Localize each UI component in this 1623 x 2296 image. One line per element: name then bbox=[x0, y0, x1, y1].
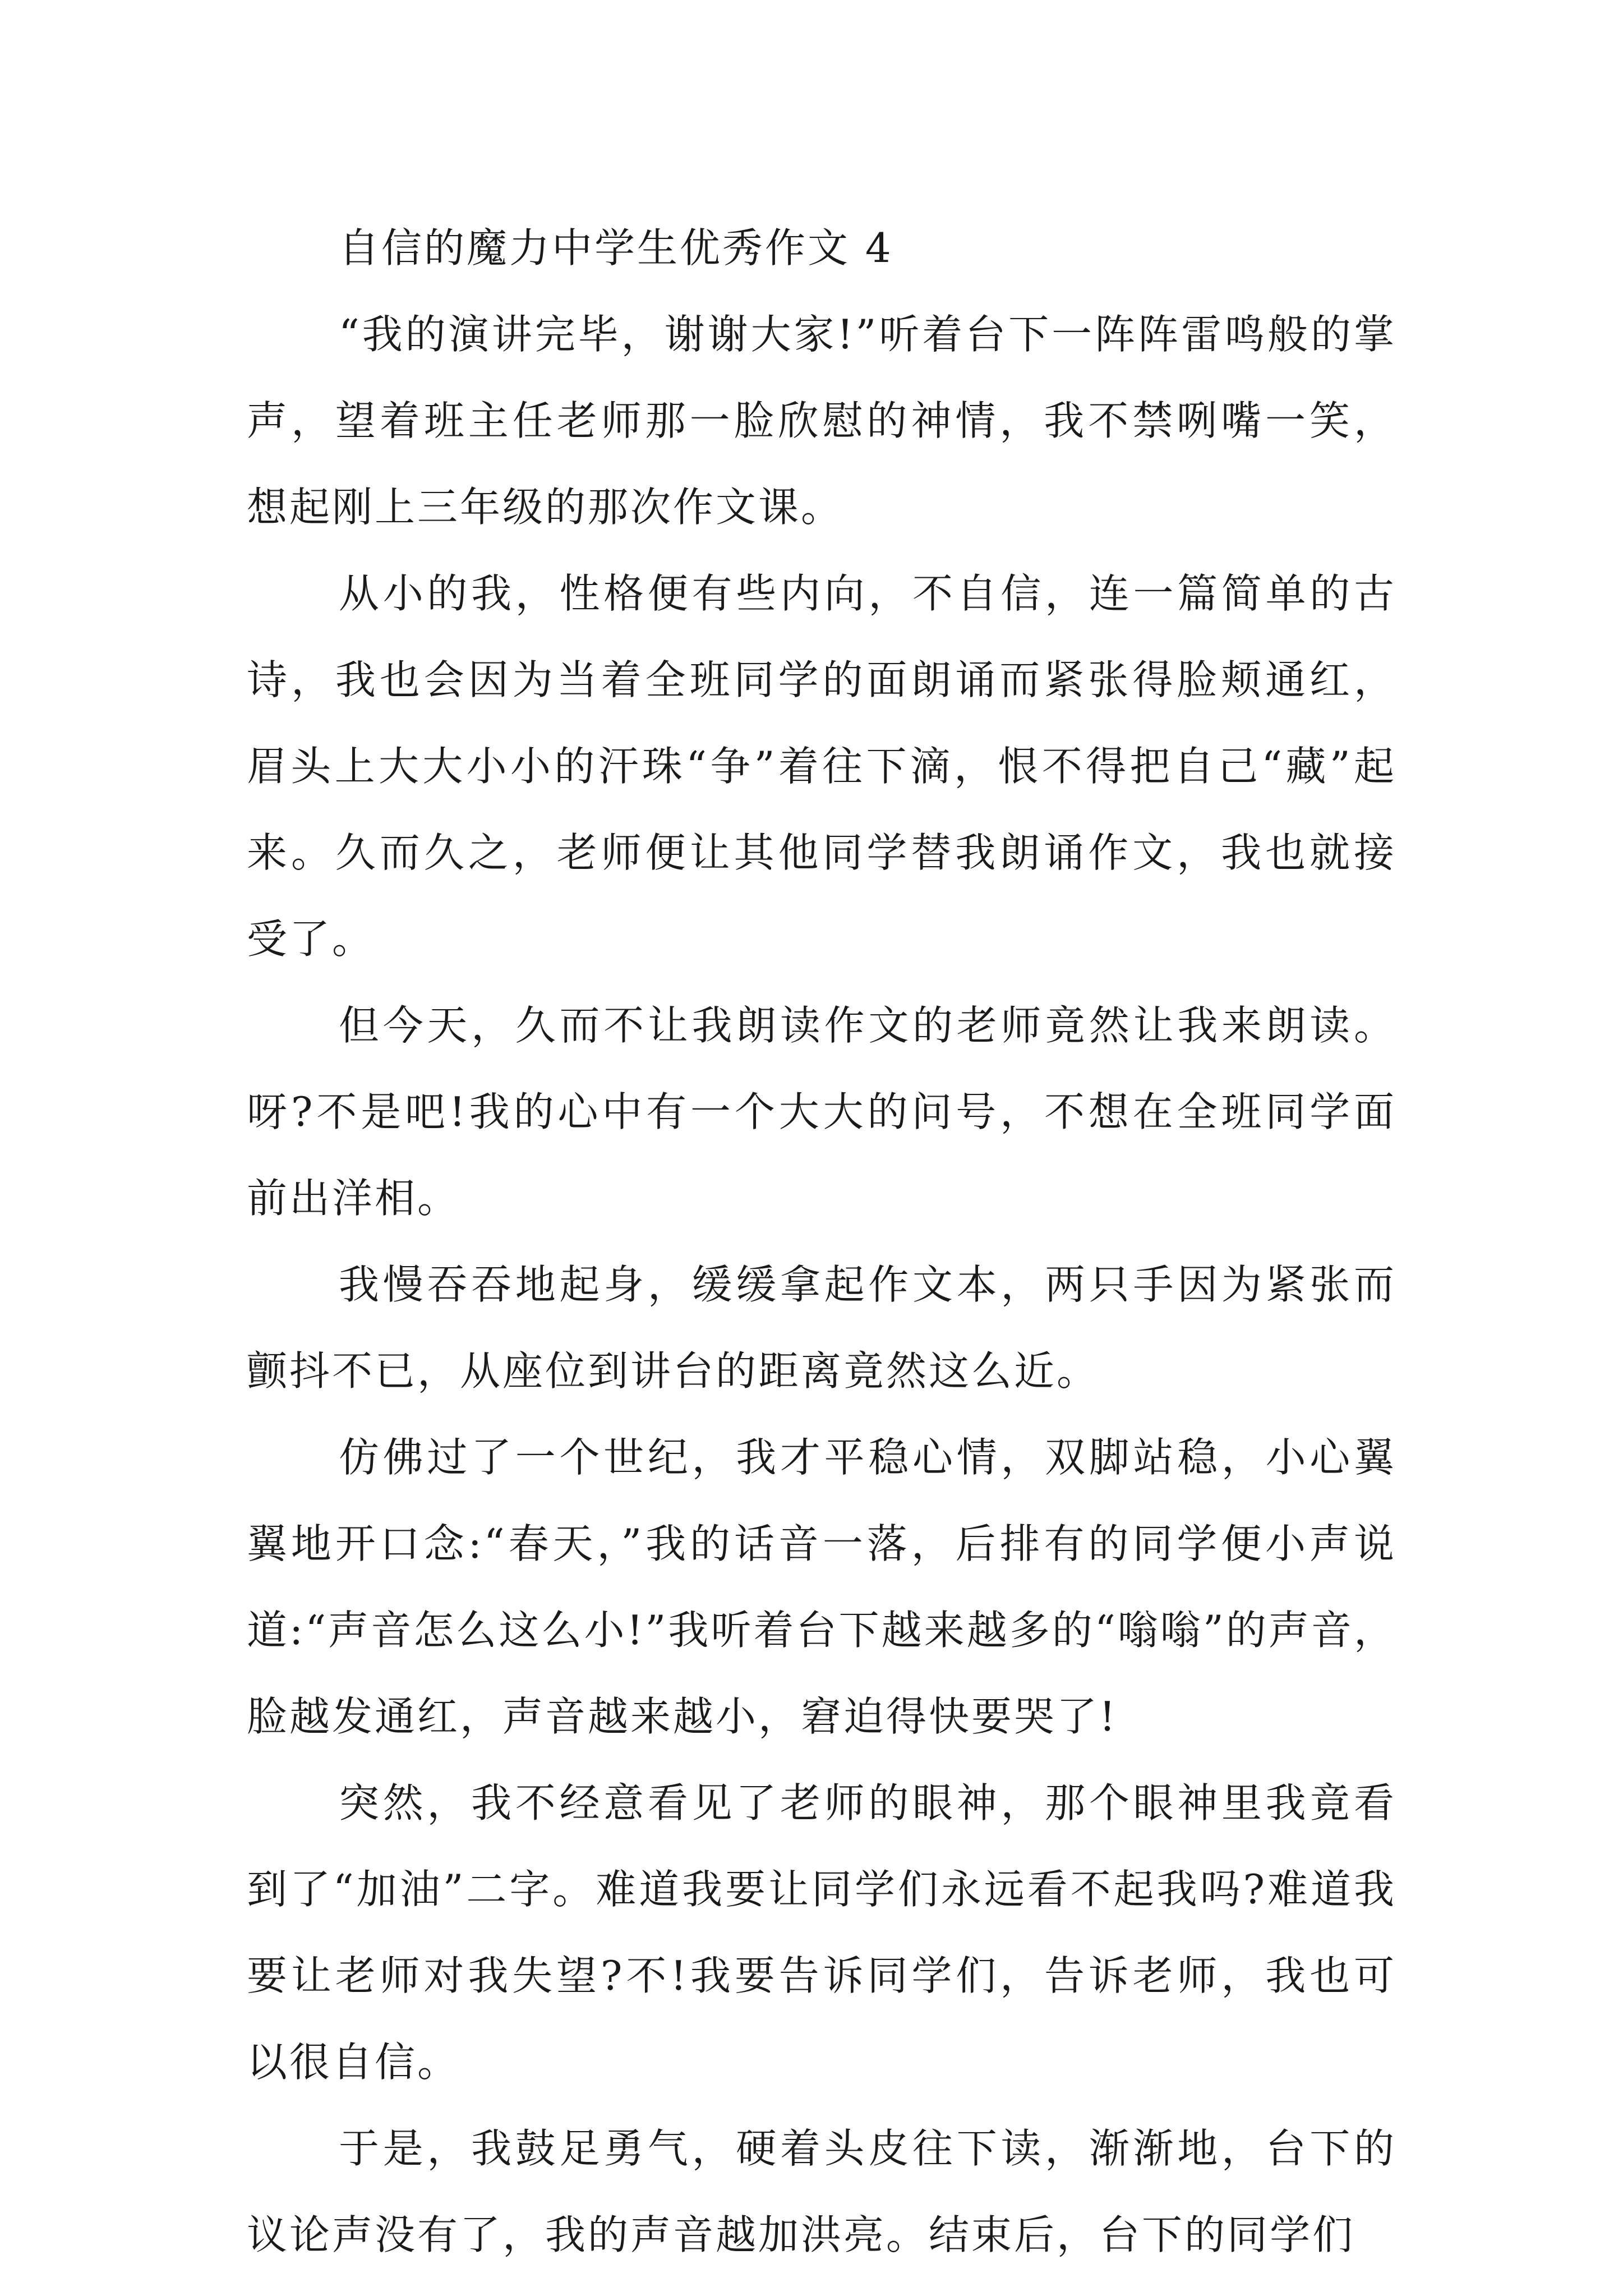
paragraph-5: 仿佛过了一个世纪，我才平稳心情，双脚站稳，小心翼翼地开口念:“春天，”我的话音一落，后排有的同学便小声说道:“声音怎么这么小!”我听着台下越来越多的“嗡嗡”的声音，脸越发通红，声音越来越小，窘迫得快要哭了! bbox=[247, 1434, 1396, 1740]
paragraph-1: “我的演讲完毕，谢谢大家!”听着台下一阵阵雷鸣般的掌声，望着班主任老师那一脸欣慰的神情，我不禁咧嘴一笑，想起刚上三年级的那次作文课。 bbox=[247, 311, 1396, 531]
document-body bbox=[247, 205, 1396, 2278]
paragraph-2: 从小的我，性格便有些内向，不自信，连一篇简单的古诗，我也会因为当着全班同学的面朗诵而紧张得脸颊通红，眉头上大大小小的汗珠“争”着往下滴，恨不得把自己“藏”起来。久而久之，老师便让其他同学替我朗诵作文，我也就接受了。 bbox=[247, 570, 1396, 963]
paragraph-7: 于是，我鼓足勇气，硬着头皮往下读，渐渐地，台下的议论声没有了，我的声音越加洪亮。结束后，台下的同学们 bbox=[247, 2125, 1396, 2258]
paragraph-3: 但今天，久而不让我朗读作文的老师竟然让我来朗读。呀?不是吧!我的心中有一个大大的问号，不想在全班同学面前出洋相。 bbox=[247, 1002, 1396, 1222]
paragraph-6: 突然，我不经意看见了老师的眼神，那个眼神里我竟看到了“加油”二字。难道我要让同学们永远看不起我吗?难道我要让老师对我失望?不!我要告诉同学们，告诉老师，我也可以很自信。 bbox=[247, 1779, 1396, 2086]
essay-title: 自信的魔力中学生优秀作文 4 bbox=[339, 224, 893, 272]
paragraph-4: 我慢吞吞地起身，缓缓拿起作文本，两只手因为紧张而颤抖不已，从座位到讲台的距离竟然这么近。 bbox=[247, 1261, 1396, 1395]
